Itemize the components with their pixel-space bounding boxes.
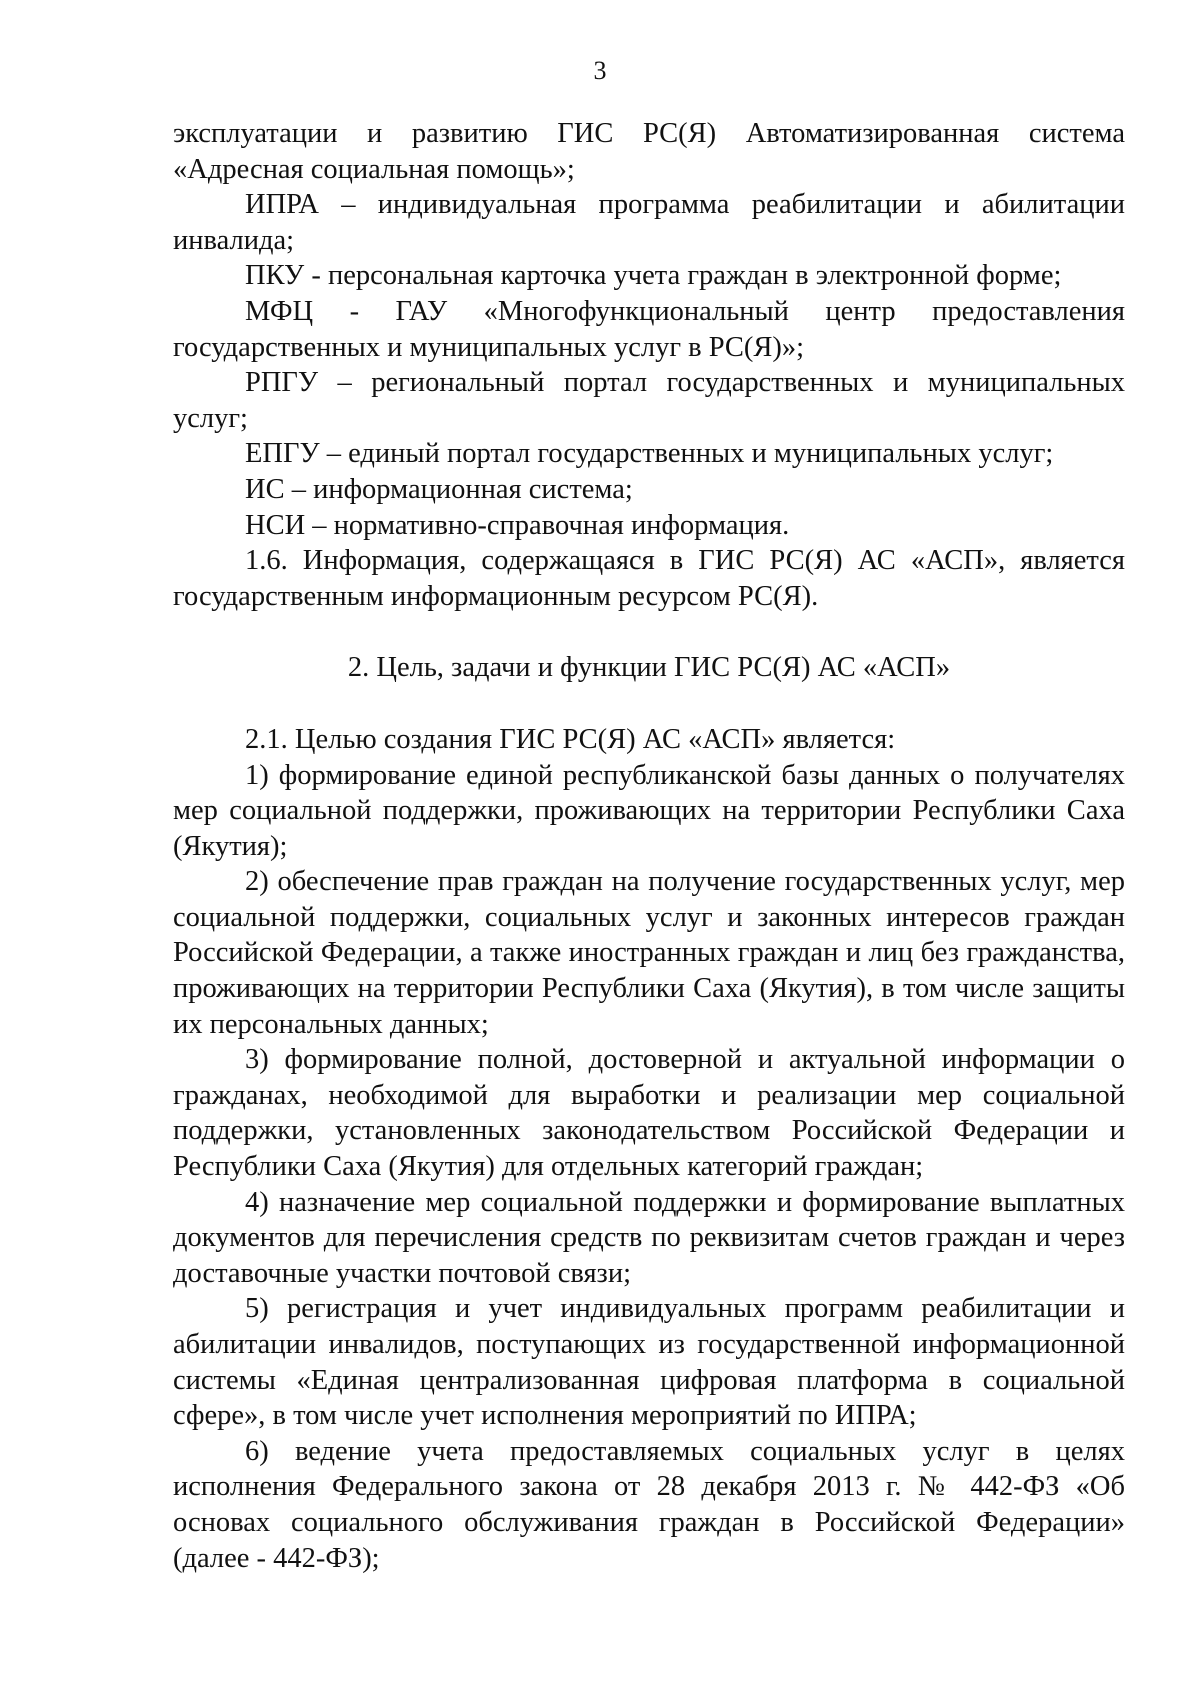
- abbreviation-epgu: ЕПГУ – единый портал государственных и муниципальных услуг;: [245, 438, 1054, 470]
- abbreviation-is: ИС – информационная система;: [245, 473, 633, 505]
- list-item-2: 2) обеспечение прав граждан на получение государственных услуг, мер социальной поддержки, социальных услуг и законных интересов граждан Российской Федерации, а также иностранных граждан и лиц без гражданства, проживающих на территории Республики Саха (Якутия), в том числе защиты их персональных данных;: [173, 866, 1125, 1040]
- list-item-5: 5) регистрация и учет индивидуальных программ реабилитации и абилитации инвалидов, поступающих из государственной информационной системы «Единая централизованная цифровая платформа в социальной сфере», в том числе учет исполнения мероприятий по ИПРА;: [173, 1293, 1125, 1432]
- clause-2-1: 2.1. Целью создания ГИС РС(Я) АС «АСП» является:: [245, 723, 896, 755]
- abbreviation-ipra: ИПРА – индивидуальная программа реабилитации и абилитации инвалида;: [173, 189, 1125, 256]
- abbreviation-nsi: НСИ – нормативно-справочная информация.: [245, 509, 790, 541]
- abbreviation-mfc: МФЦ - ГАУ «Многофункциональный центр предоставления государственных и муниципальных услуг в РС(Я)»;: [173, 295, 1125, 363]
- paragraph-continuation: эксплуатации и развитию ГИС РС(Я) Автоматизированная система «Адресная социальная помощь»;: [173, 118, 1125, 185]
- abbreviation-pku: ПКУ - персональная карточка учета граждан в электронной форме;: [245, 260, 1062, 292]
- list-item-3: 3) формирование полной, достоверной и актуальной информации о гражданах, необходимой для выработки и реализации мер социальной поддержки, установленных законодательством Российской Федерации и Республики Саха (Якутия) для отдельных категорий граждан;: [173, 1044, 1125, 1183]
- section-heading: 2. Цель, задачи и функции ГИС РС(Я) АС «АСП»: [347, 652, 951, 684]
- document-body: [173, 116, 1125, 1576]
- list-item-1: 1) формирование единой республиканской базы данных о получателях мер социальной поддержки, проживающих на территории Республики Саха (Якутия);: [173, 759, 1125, 862]
- clause-1-6: 1.6. Информация, содержащаяся в ГИС РС(Я) АС «АСП», является государственным информационным ресурсом РС(Я).: [173, 545, 1125, 612]
- list-item-4: 4) назначение мер социальной поддержки и формирование выплатных документов для перечисления средств по реквизитам счетов граждан и через доставочные участки почтовой связи;: [173, 1186, 1125, 1289]
- abbreviation-rpgu: РПГУ – региональный портал государственных и муниципальных услуг;: [173, 367, 1125, 434]
- list-item-6: 6) ведение учета предоставляемых социальных услуг в целях исполнения Федерального закона от 28 декабря 2013 г. № 442-ФЗ «Об основах социального обслуживания граждан в Российской Федерации» (далее - 442-ФЗ);: [173, 1435, 1125, 1574]
- page-number: 3: [593, 56, 607, 85]
